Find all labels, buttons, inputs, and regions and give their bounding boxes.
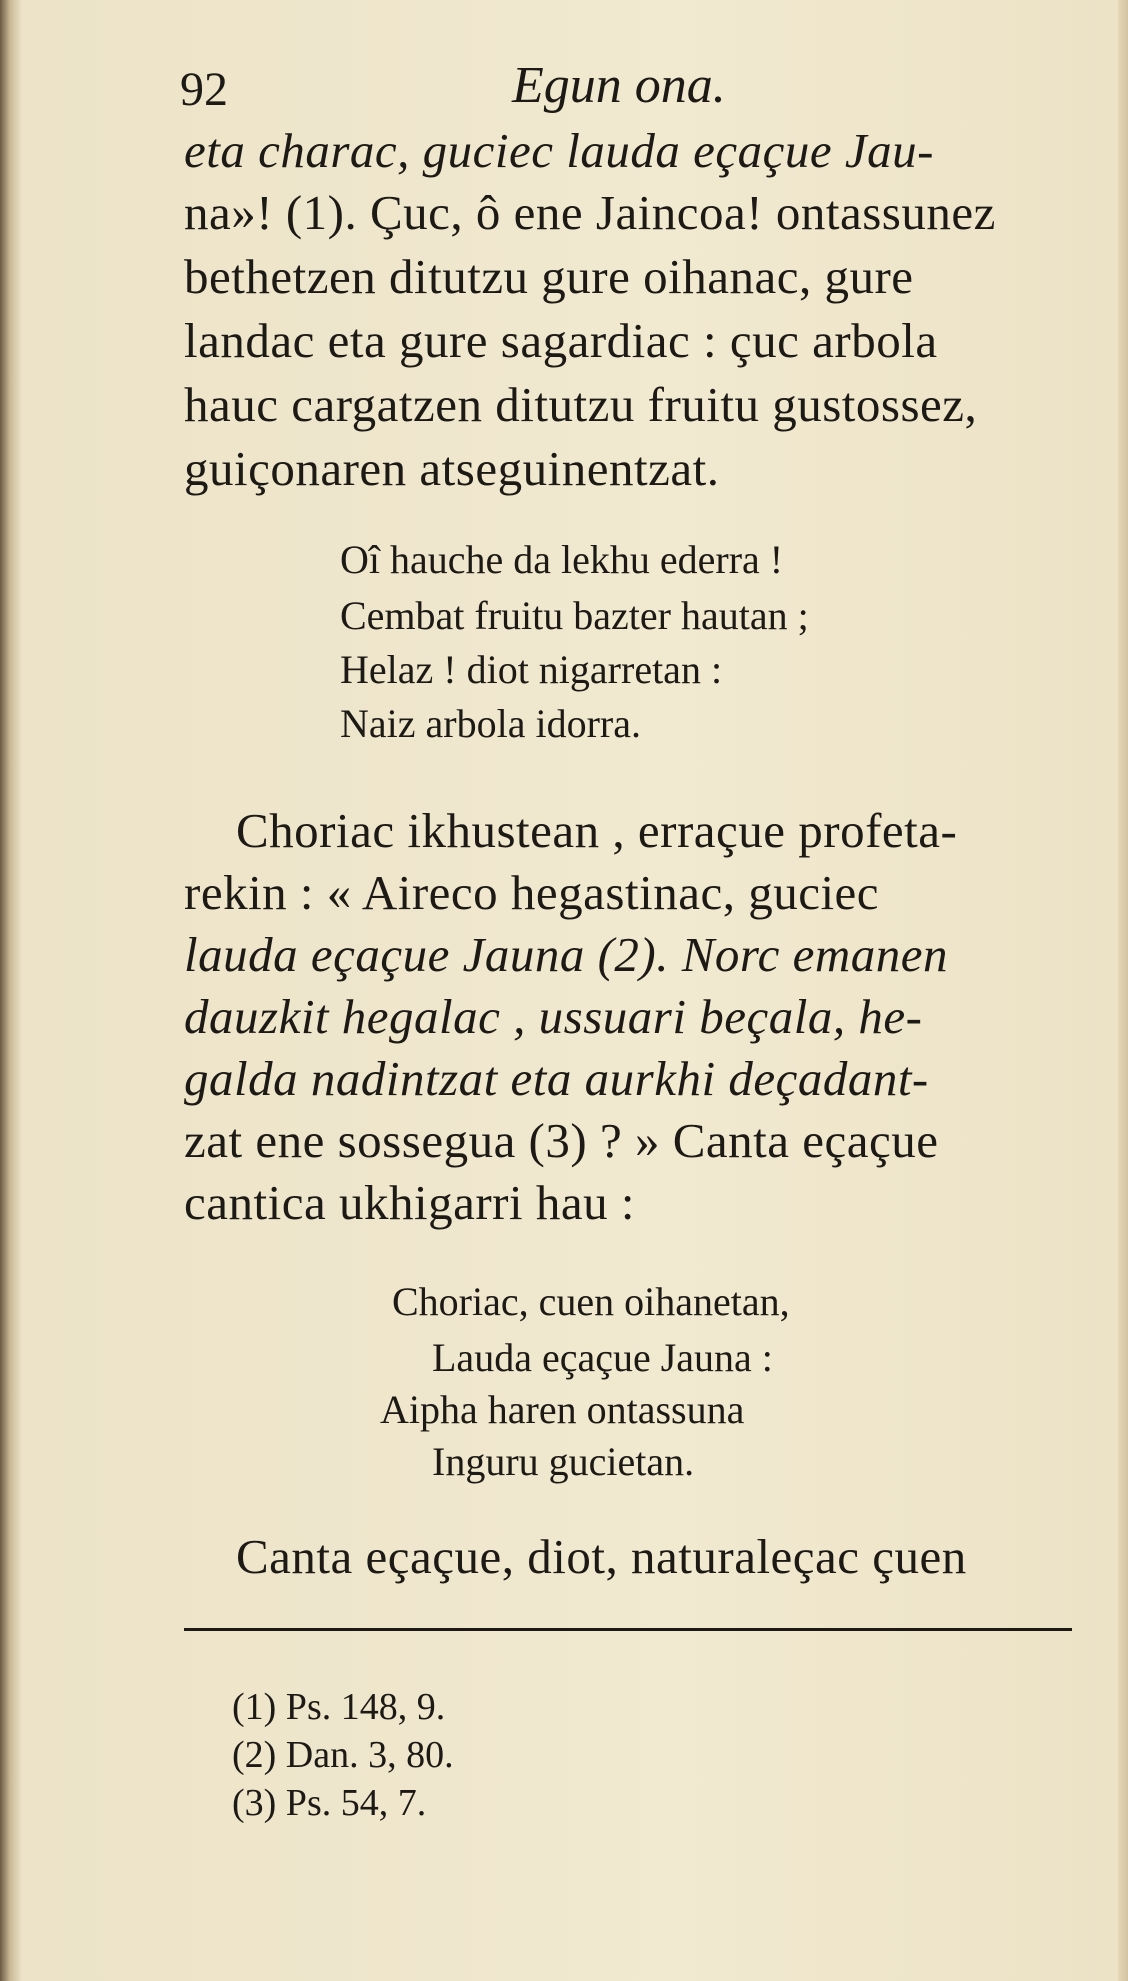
text-line: galda nadintzat eta aurkhi deçadant-	[184, 1051, 929, 1106]
text-line: dauzkit hegalac , ussuari beçala, he-	[184, 989, 923, 1044]
verse-line: Choriac, cuen oihanetan,	[392, 1279, 790, 1324]
page-edge	[1118, 0, 1128, 1981]
verse-line: Cembat fruitu bazter hautan ;	[340, 593, 809, 638]
text-line: cantica ukhigarri hau :	[184, 1175, 635, 1230]
verse-line: Oî hauche da lekhu ederra !	[340, 537, 784, 582]
text-line: zat ene sossegua (3) ? » Canta eçaçue	[184, 1113, 939, 1168]
text-line: Choriac ikhustean , erraçue profeta-	[236, 803, 958, 858]
verse-line: Helaz ! diot nigarretan :	[340, 647, 723, 692]
text-line: rekin : « Aireco hegastinac, guciec	[184, 865, 880, 920]
footnote: (2) Dan. 3, 80.	[232, 1734, 454, 1776]
text-line: guiçonaren atseguinentzat.	[184, 441, 720, 496]
text-line: eta charac, guciec lauda eçaçue Jau-	[184, 123, 934, 178]
footnote: (3) Ps. 54, 7.	[232, 1782, 427, 1824]
verse-line: Inguru gucietan.	[432, 1439, 695, 1484]
text-line: bethetzen ditutzu gure oihanac, gure	[184, 249, 914, 304]
verse-line: Lauda eçaçue Jauna :	[432, 1335, 773, 1380]
page-number: 92	[180, 63, 228, 116]
text-line: lauda eçaçue Jauna (2). Norc emanen	[184, 927, 949, 982]
text-line: hauc cargatzen ditutzu fruitu gustossez,	[184, 377, 978, 432]
footnote: (1) Ps. 148, 9.	[232, 1686, 446, 1728]
footnote-rule	[184, 1628, 1072, 1631]
verse-line: Naiz arbola idorra.	[340, 701, 641, 746]
running-title: Egun ona.	[512, 57, 726, 114]
verse-line: Aipha haren ontassuna	[380, 1387, 745, 1432]
text-line: Canta eçaçue, diot, naturaleçac çuen	[236, 1529, 967, 1584]
text-line: landac eta gure sagardiac : çuc arbola	[184, 313, 938, 368]
text-line: na»! (1). Çuc, ô ene Jaincoa! ontassunez	[184, 185, 996, 240]
